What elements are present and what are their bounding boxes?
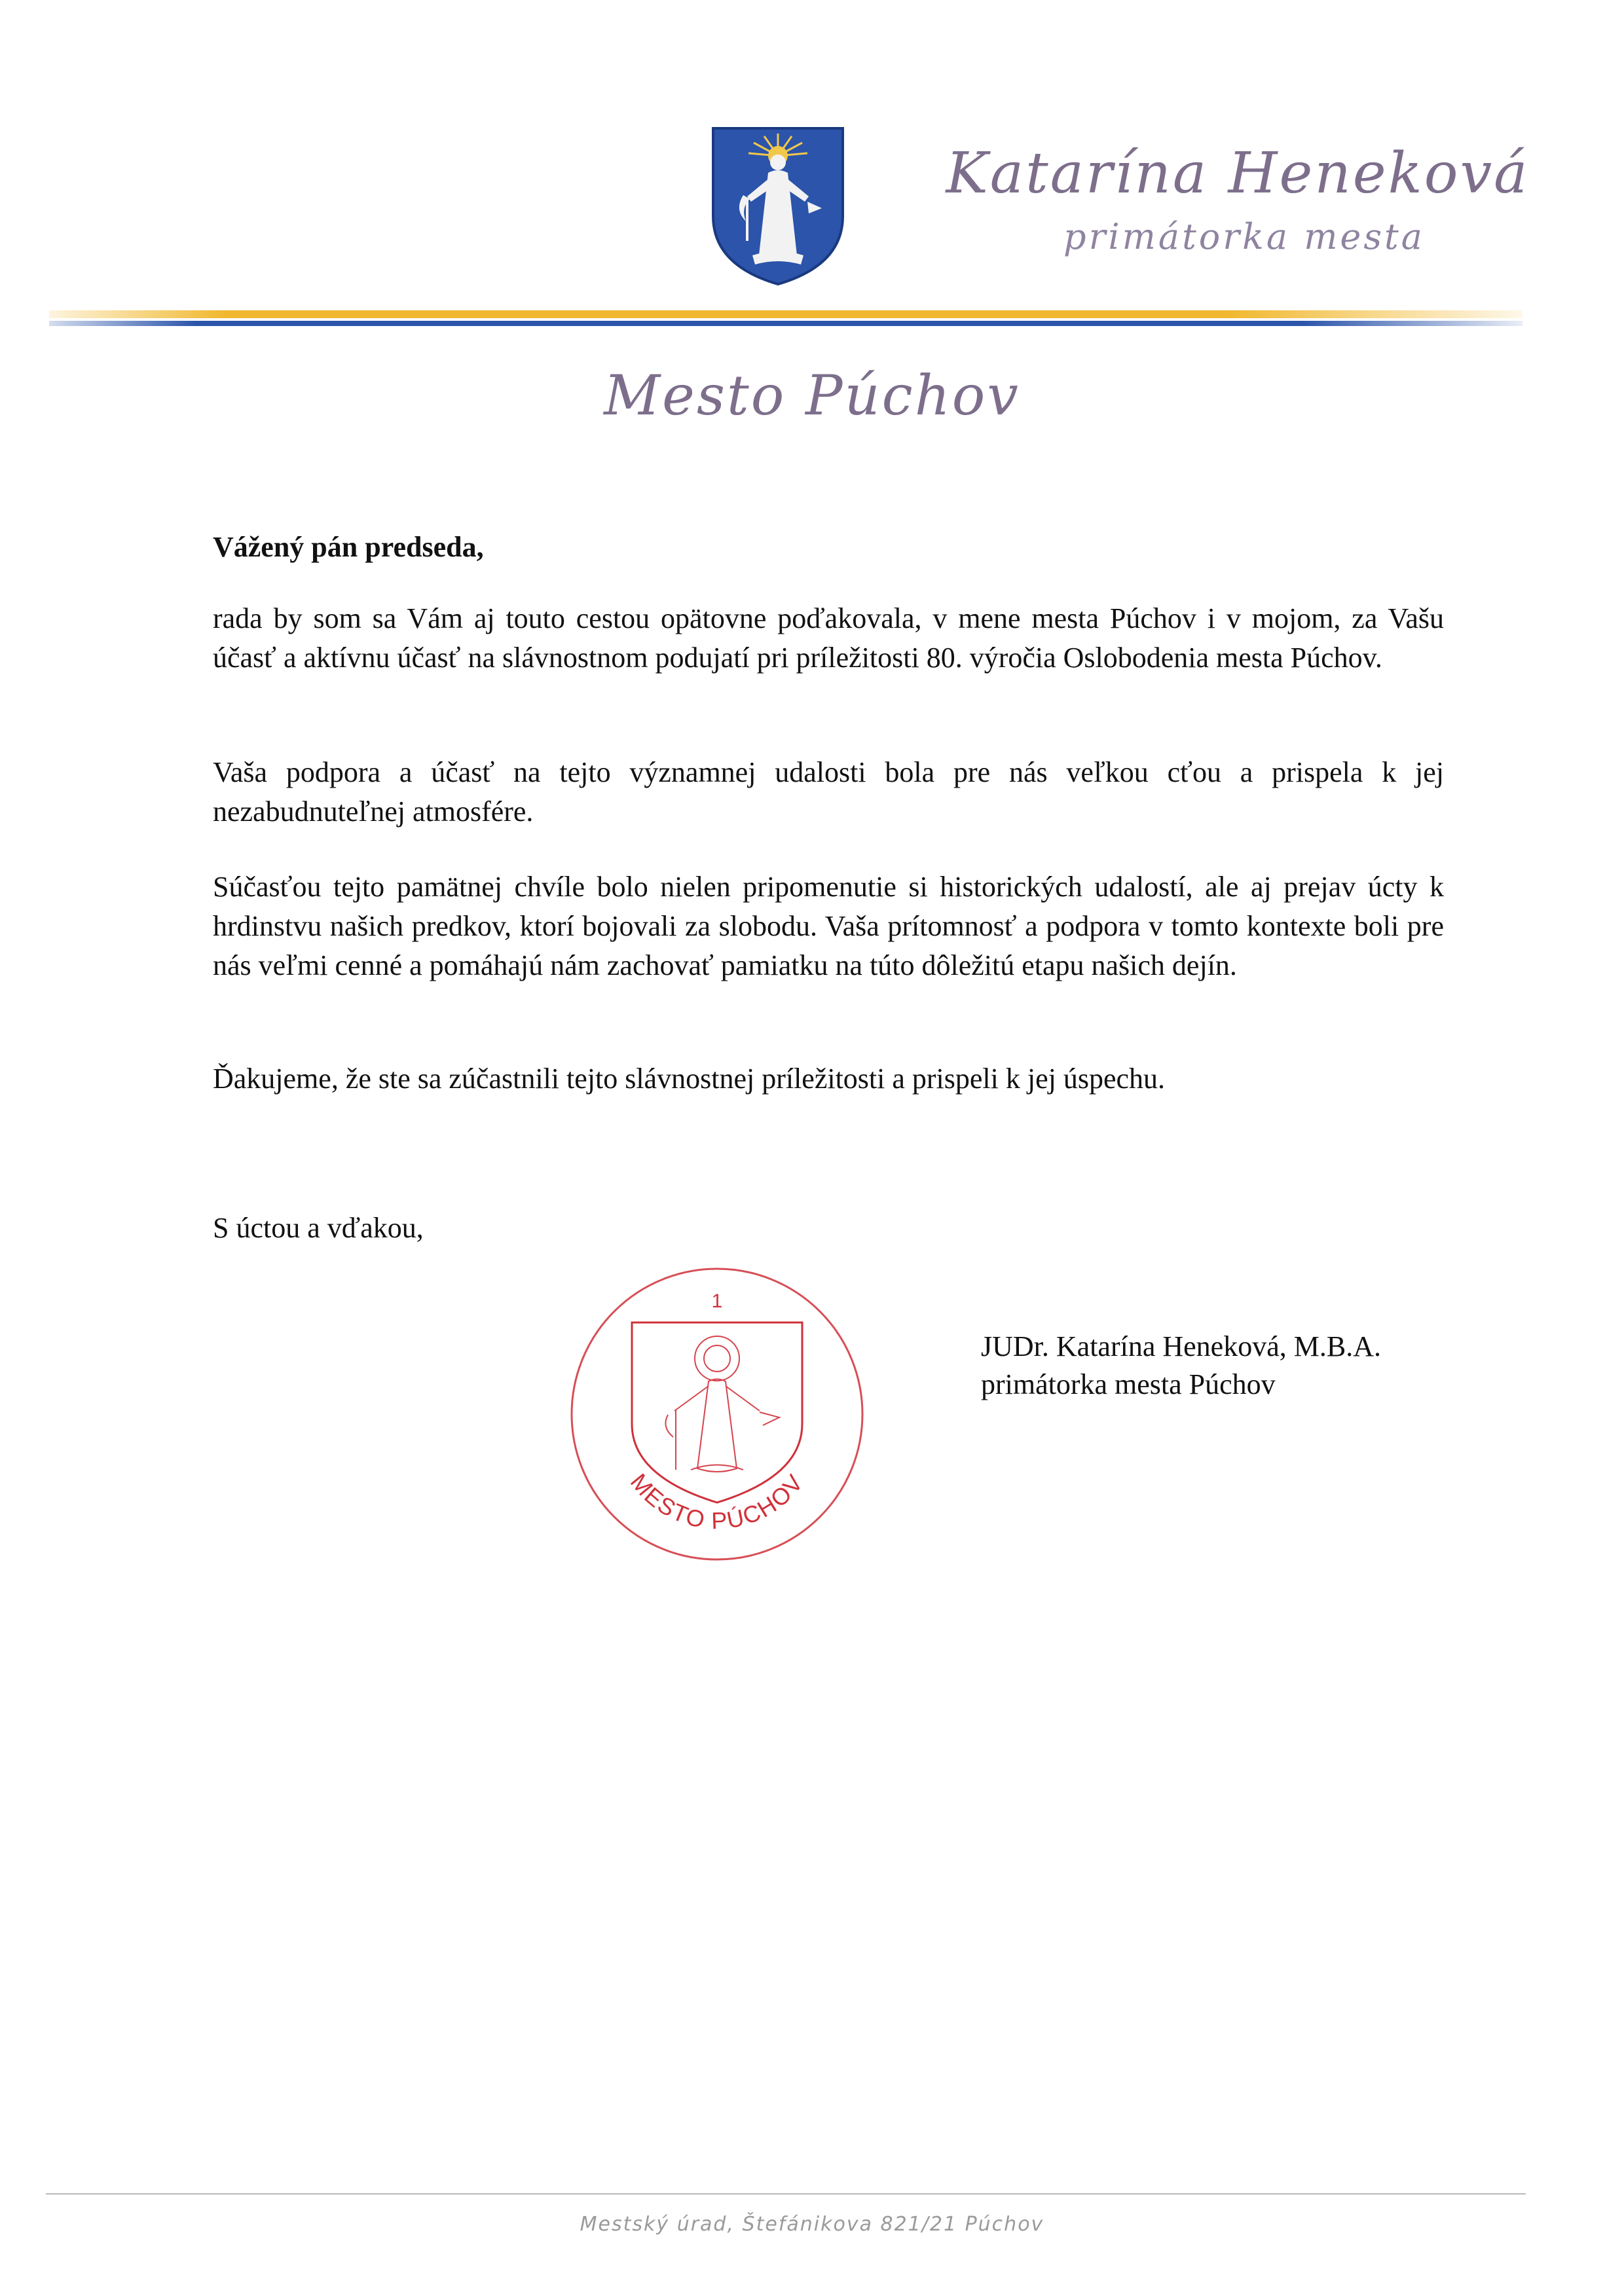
closing: S úctou a vďakou, (213, 1212, 424, 1244)
salutation: Vážený pán predseda, (213, 531, 484, 563)
letterhead-mayor-name: Katarína Heneková (946, 141, 1530, 206)
paragraph-1: rada by som sa Vám aj touto cestou opätovne poďakovala, v mene mesta Púchov i v mojom, za Vašu účasť a aktívnu účasť na slávnostnom podujatí pri príležitosti 80. výročia Oslobodenia mesta Púchov. (213, 602, 1444, 674)
paragraph-2: Vaša podpora a účasť na tejto významnej udalosti bola pre nás veľkou cťou a prispela k jej nezabudnuteľnej atmosfére. (213, 756, 1444, 828)
paragraph-4: Ďakujeme, že ste sa zúčastnili tejto slávnostnej príležitosti a prispeli k jej úspechu. (213, 1063, 1166, 1095)
svg-text:MESTO PÚCHOV (625, 1468, 809, 1534)
footer-divider (46, 2193, 1526, 2195)
footer-address: Mestský úrad, Štefánikova 821/21 Púchov (580, 2213, 1044, 2236)
header-divider-yellow (49, 310, 1522, 318)
letterhead-city-name: Mesto Púchov (604, 363, 1020, 428)
coat-of-arms-icon (709, 124, 847, 288)
signatory-block (981, 1328, 1381, 1404)
signatory-name: JUDr. Katarína Heneková, M.B.A. (981, 1330, 1381, 1362)
header-divider-blue (49, 321, 1522, 326)
stamp-text: MESTO PÚCHOV (625, 1468, 809, 1535)
letterhead-mayor-title: primátorka mesta (1063, 216, 1425, 257)
paragraph-3: Súčasťou tejto pamätnej chvíle bolo nielen pripomenutie si historických udalostí, ale aj prejav úcty k hrdinstvu našich predkov, ktorí bojovali za slobodu. Vaša prítomnosť a podpora v tomto kontexte boli pre nás veľmi cenné a pomáhajú nám zachovať pamiatku na túto dôležitú etapu našich dejín. (213, 871, 1444, 981)
stamp-number: 1 (711, 1290, 723, 1312)
signatory-title: primátorka mesta Púchov (981, 1368, 1276, 1400)
official-stamp-icon (563, 1260, 871, 1568)
